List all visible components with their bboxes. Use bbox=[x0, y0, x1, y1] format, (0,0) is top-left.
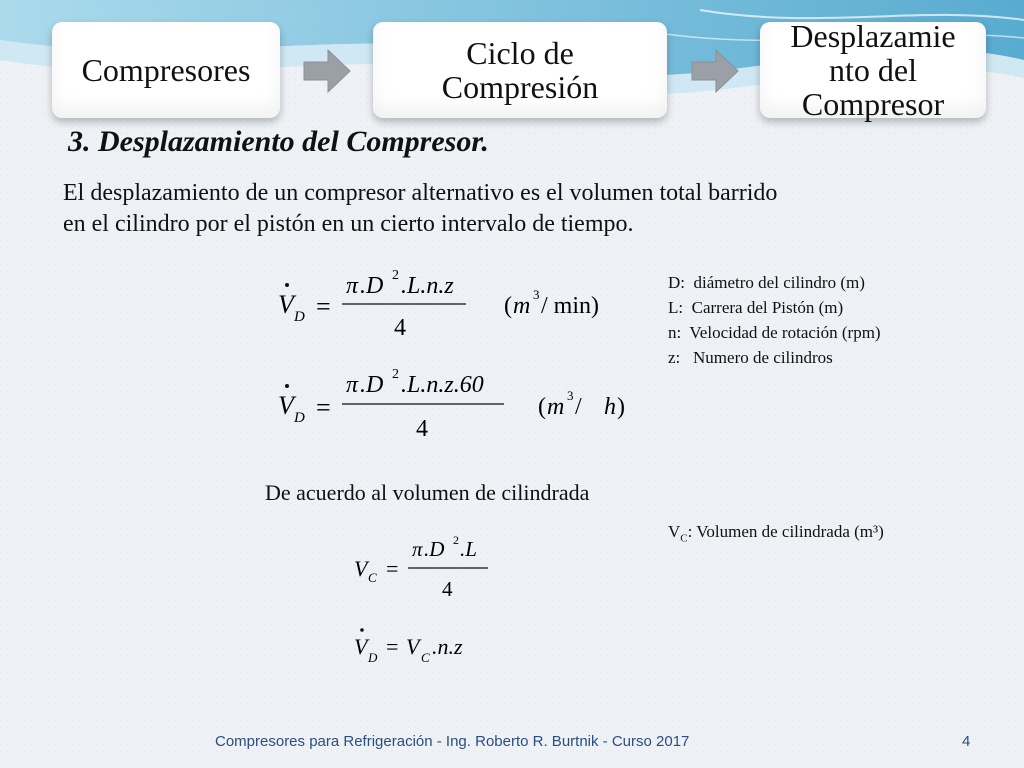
step-label-line: Ciclo de bbox=[466, 35, 574, 71]
eq-num-pi: π bbox=[412, 537, 423, 561]
eq-lhs: V bbox=[278, 391, 294, 420]
eq-num-exp: 2 bbox=[453, 533, 459, 547]
intro-line: El desplazamiento de un compresor alternativo es el volumen total barrido bbox=[63, 180, 778, 206]
vc-symbol: V bbox=[668, 522, 681, 541]
eq-den: 4 bbox=[442, 577, 453, 601]
variable-legend bbox=[668, 270, 881, 370]
eq-equals: = bbox=[316, 292, 331, 321]
eq-lhs-sub: D bbox=[294, 309, 305, 325]
eq-equals: = bbox=[316, 393, 331, 422]
eq-unit-mid: / bbox=[575, 394, 582, 420]
footer-text: Compresores para Refrigeración - Ing. Roberto R. Burtnik - Curso 2017 bbox=[215, 733, 690, 750]
section-heading: 3. Desplazamiento del Compresor. bbox=[68, 125, 489, 158]
eq-lhs: V bbox=[354, 634, 368, 659]
eq-lhs-sub: C bbox=[368, 570, 377, 585]
process-step-desplazamiento bbox=[760, 18, 986, 122]
eq-equals: = bbox=[386, 634, 399, 659]
eq-unit-exp: 3 bbox=[567, 388, 574, 403]
step-label: Compresores bbox=[81, 52, 251, 88]
eq-num-rest: .L.n.z.60 bbox=[401, 372, 484, 398]
eq-num-d: .D bbox=[360, 273, 384, 299]
right-arrow-icon bbox=[302, 46, 352, 96]
eq-num-exp: 2 bbox=[392, 367, 399, 382]
dot-accent bbox=[285, 283, 289, 287]
dot-accent bbox=[285, 384, 289, 388]
eq-rhs-sub: C bbox=[421, 650, 430, 665]
step-label-line: Compresión bbox=[441, 69, 599, 105]
eq-lhs: V bbox=[278, 290, 294, 319]
equation-cylinder-volume bbox=[350, 530, 550, 615]
eq-num-rest: .L bbox=[460, 537, 477, 561]
eq-lhs-sub: D bbox=[294, 410, 305, 426]
eq-unit-h: h bbox=[604, 394, 616, 420]
page-number: 4 bbox=[962, 733, 971, 750]
intro-line: en el cilindro por el pistón en un cierto intervalo de tiempo. bbox=[63, 211, 634, 237]
equation-displacement-per-hour bbox=[270, 362, 650, 449]
eq-num-exp: 2 bbox=[392, 268, 399, 283]
eq-unit-m: m bbox=[547, 394, 565, 420]
eq-den: 4 bbox=[416, 416, 428, 442]
eq-lhs: V bbox=[354, 556, 368, 581]
equation-displacement-from-volume bbox=[350, 620, 550, 675]
eq-rhs: V bbox=[406, 634, 420, 659]
process-step-ciclo-compresion bbox=[373, 22, 667, 118]
equation-displacement-per-minute bbox=[270, 265, 630, 350]
eq-unit-open: ( bbox=[538, 394, 546, 420]
eq-num-d: .D bbox=[424, 537, 445, 561]
eq-den: 4 bbox=[394, 315, 406, 341]
eq-rhs-rest: .n.z bbox=[432, 634, 463, 659]
eq-unit-open: ( bbox=[504, 293, 512, 319]
legend-item: L: Carrera del Pistón (m) bbox=[668, 298, 844, 317]
eq-equals: = bbox=[386, 556, 399, 581]
intro-paragraph bbox=[63, 178, 983, 240]
right-arrow-icon bbox=[690, 46, 740, 96]
eq-num-d: .D bbox=[360, 372, 384, 398]
step-label-line: nto del bbox=[829, 52, 917, 88]
vc-subscript: C bbox=[680, 532, 688, 545]
vc-definition bbox=[668, 522, 884, 544]
step-label-line: Desplazamie bbox=[790, 18, 956, 54]
eq-unit-close: ) bbox=[617, 394, 625, 420]
legend-item: D: diámetro del cilindro (m) bbox=[668, 273, 865, 292]
eq-unit-m: m bbox=[513, 293, 531, 319]
eq-num-pi: π bbox=[346, 273, 359, 299]
legend-item: n: Velocidad de rotación (rpm) bbox=[668, 323, 881, 342]
eq-unit-rest: / min) bbox=[541, 293, 599, 319]
eq-num-pi: π bbox=[346, 372, 359, 398]
dot-accent bbox=[360, 628, 364, 632]
eq-num-rest: .L.n.z bbox=[401, 273, 454, 299]
subheading-cilindrada: De acuerdo al volumen de cilindrada bbox=[265, 480, 590, 505]
legend-item: z: Numero de cilindros bbox=[668, 348, 833, 367]
eq-lhs-sub: D bbox=[368, 650, 378, 665]
step-label-line: Compresor bbox=[801, 86, 945, 122]
process-step-compresores bbox=[52, 22, 280, 118]
eq-unit-exp: 3 bbox=[533, 287, 540, 302]
vc-text: : Volumen de cilindrada (m³) bbox=[687, 522, 884, 541]
